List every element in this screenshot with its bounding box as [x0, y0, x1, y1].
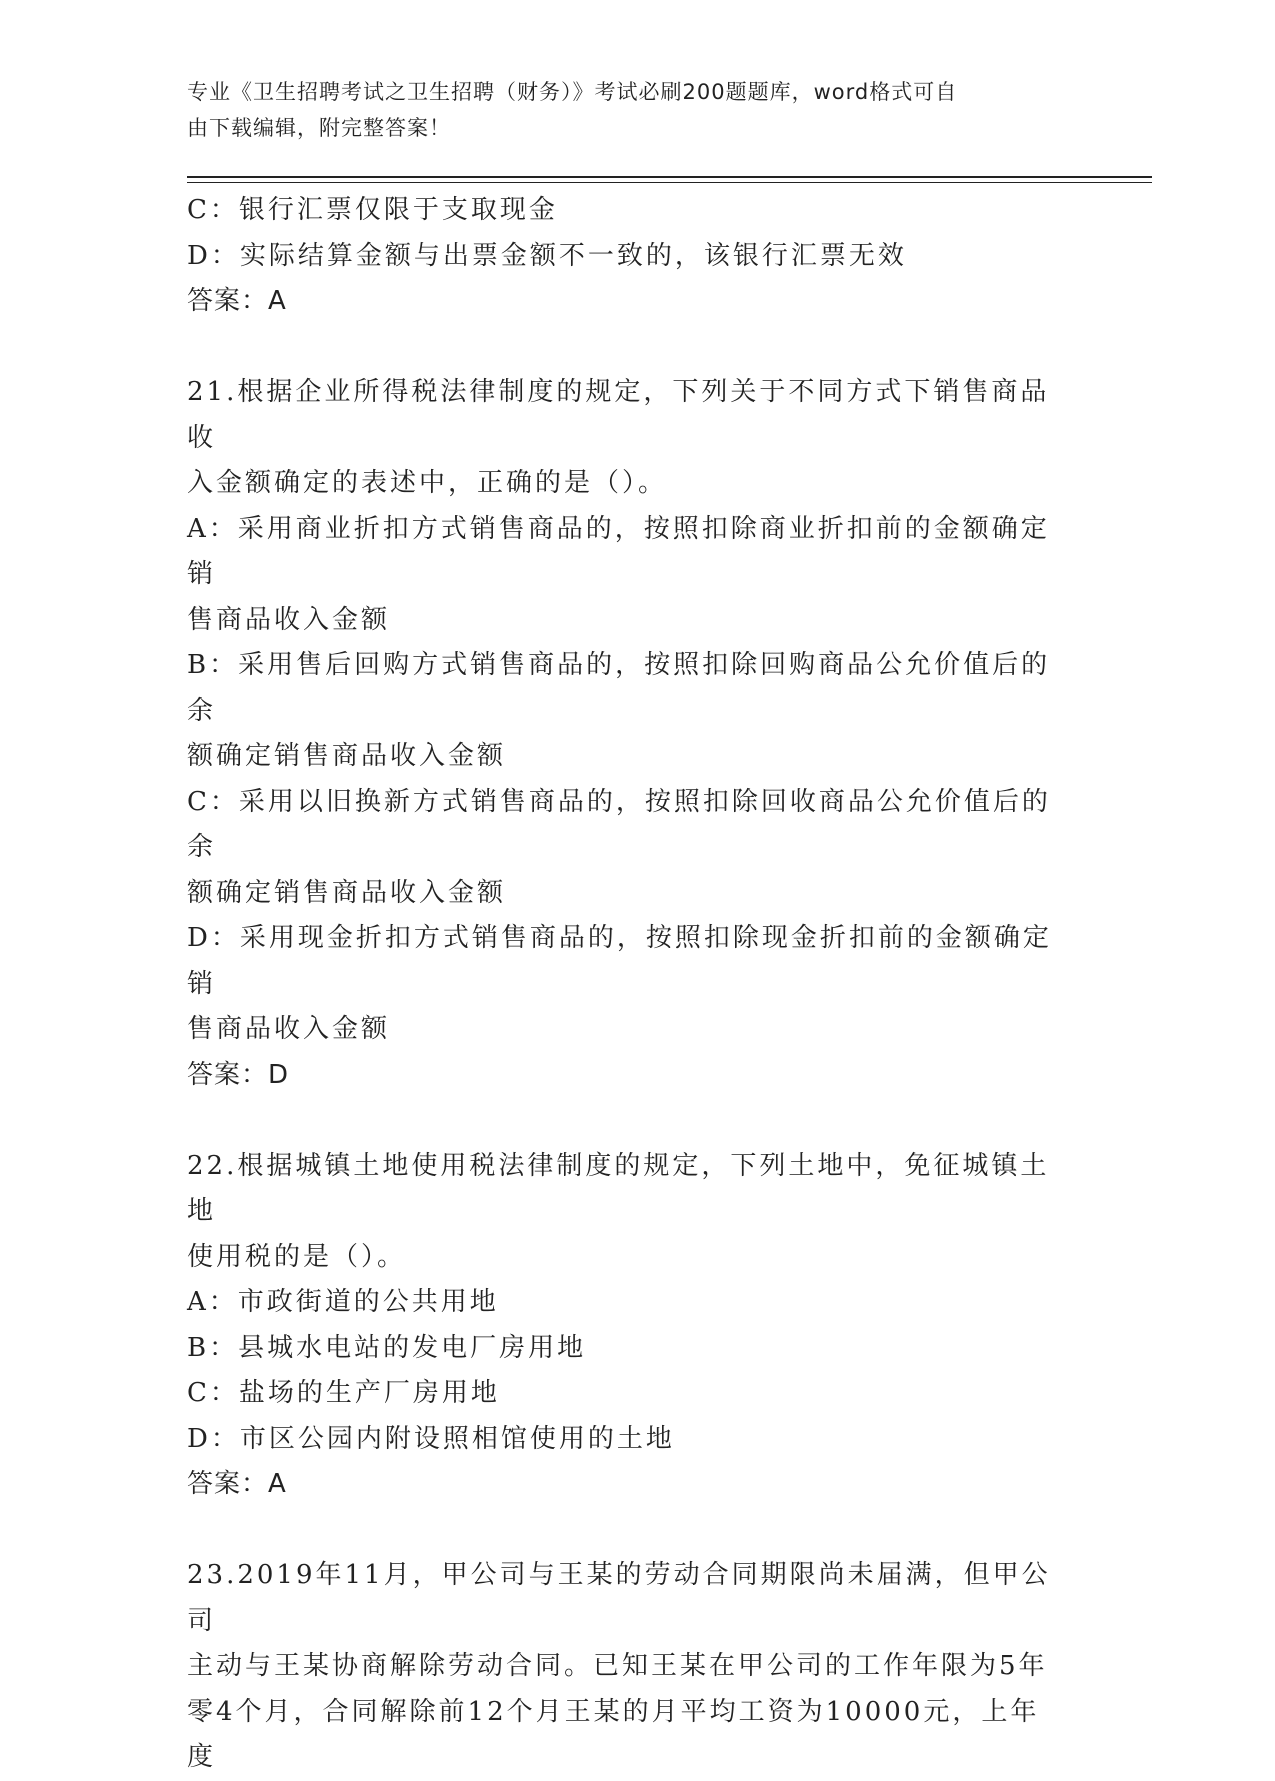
header-rule-thick — [187, 176, 1152, 178]
header-line: 由下载编辑，附完整答案！ — [187, 116, 451, 140]
question-21 — [187, 370, 1067, 1098]
question-23 — [187, 1553, 1067, 1781]
option-c: 额确定销售商品收入金额 — [187, 877, 507, 908]
question-stem: 使用税的是（）。 — [187, 1241, 407, 1272]
question-stem: 零4个月，合同解除前12个月王某的月平均工资为10000元，上年度 — [187, 1696, 1040, 1772]
answer: 答案：D — [187, 1059, 290, 1090]
question-stem: 21.根据企业所得税法律制度的规定，下列关于不同方式下销售商品收 — [187, 377, 1050, 453]
option-d: D：市区公园内附设照相馆使用的土地 — [187, 1423, 675, 1454]
header-rule-thin — [187, 182, 1152, 183]
option-b: B：县城水电站的发电厂房用地 — [187, 1332, 587, 1363]
option-d: D：实际结算金额与出票金额不一致的，该银行汇票无效 — [187, 240, 907, 271]
option-d: 售商品收入金额 — [187, 1014, 391, 1044]
question-stem: 主动与王某协商解除劳动合同。已知王某在甲公司的工作年限为5年 — [187, 1651, 1048, 1681]
spacer — [187, 325, 1067, 371]
document-body — [187, 188, 1067, 1781]
question-stem: 入金额确定的表述中，正确的是（）。 — [187, 468, 668, 498]
prev-question-tail — [187, 188, 1067, 325]
question-stem: 22.根据城镇土地使用税法律制度的规定，下列土地中，免征城镇土地 — [187, 1150, 1050, 1226]
spacer — [187, 1098, 1067, 1144]
header-line: 专业《卫生招聘考试之卫生招聘（财务）》考试必刷200题题库，word格式可自 — [187, 80, 958, 104]
answer: 答案：A — [187, 286, 287, 316]
option-c: C：盐场的生产厂房用地 — [187, 1378, 500, 1408]
option-d: D：采用现金折扣方式销售商品的，按照扣除现金折扣前的金额确定销 — [187, 923, 1052, 999]
option-b: 额确定销售商品收入金额 — [187, 741, 507, 771]
option-a: A：采用商业折扣方式销售商品的，按照扣除商业折扣前的金额确定销 — [187, 513, 1050, 589]
option-a: A：市政街道的公共用地 — [187, 1287, 499, 1317]
option-a: 售商品收入金额 — [187, 604, 391, 635]
question-22 — [187, 1144, 1067, 1508]
document-header — [187, 74, 1067, 146]
answer: 答案：A — [187, 1469, 287, 1499]
option-c: C：银行汇票仅限于支取现金 — [187, 195, 558, 225]
option-c: C：采用以旧换新方式销售商品的，按照扣除回收商品公允价值后的余 — [187, 786, 1051, 862]
spacer — [187, 1508, 1067, 1554]
option-b: B：采用售后回购方式销售商品的，按照扣除回购商品公允价值后的余 — [187, 650, 1051, 726]
question-stem: 23.2019年11月，甲公司与王某的劳动合同期限尚未届满，但甲公司 — [187, 1560, 1051, 1636]
